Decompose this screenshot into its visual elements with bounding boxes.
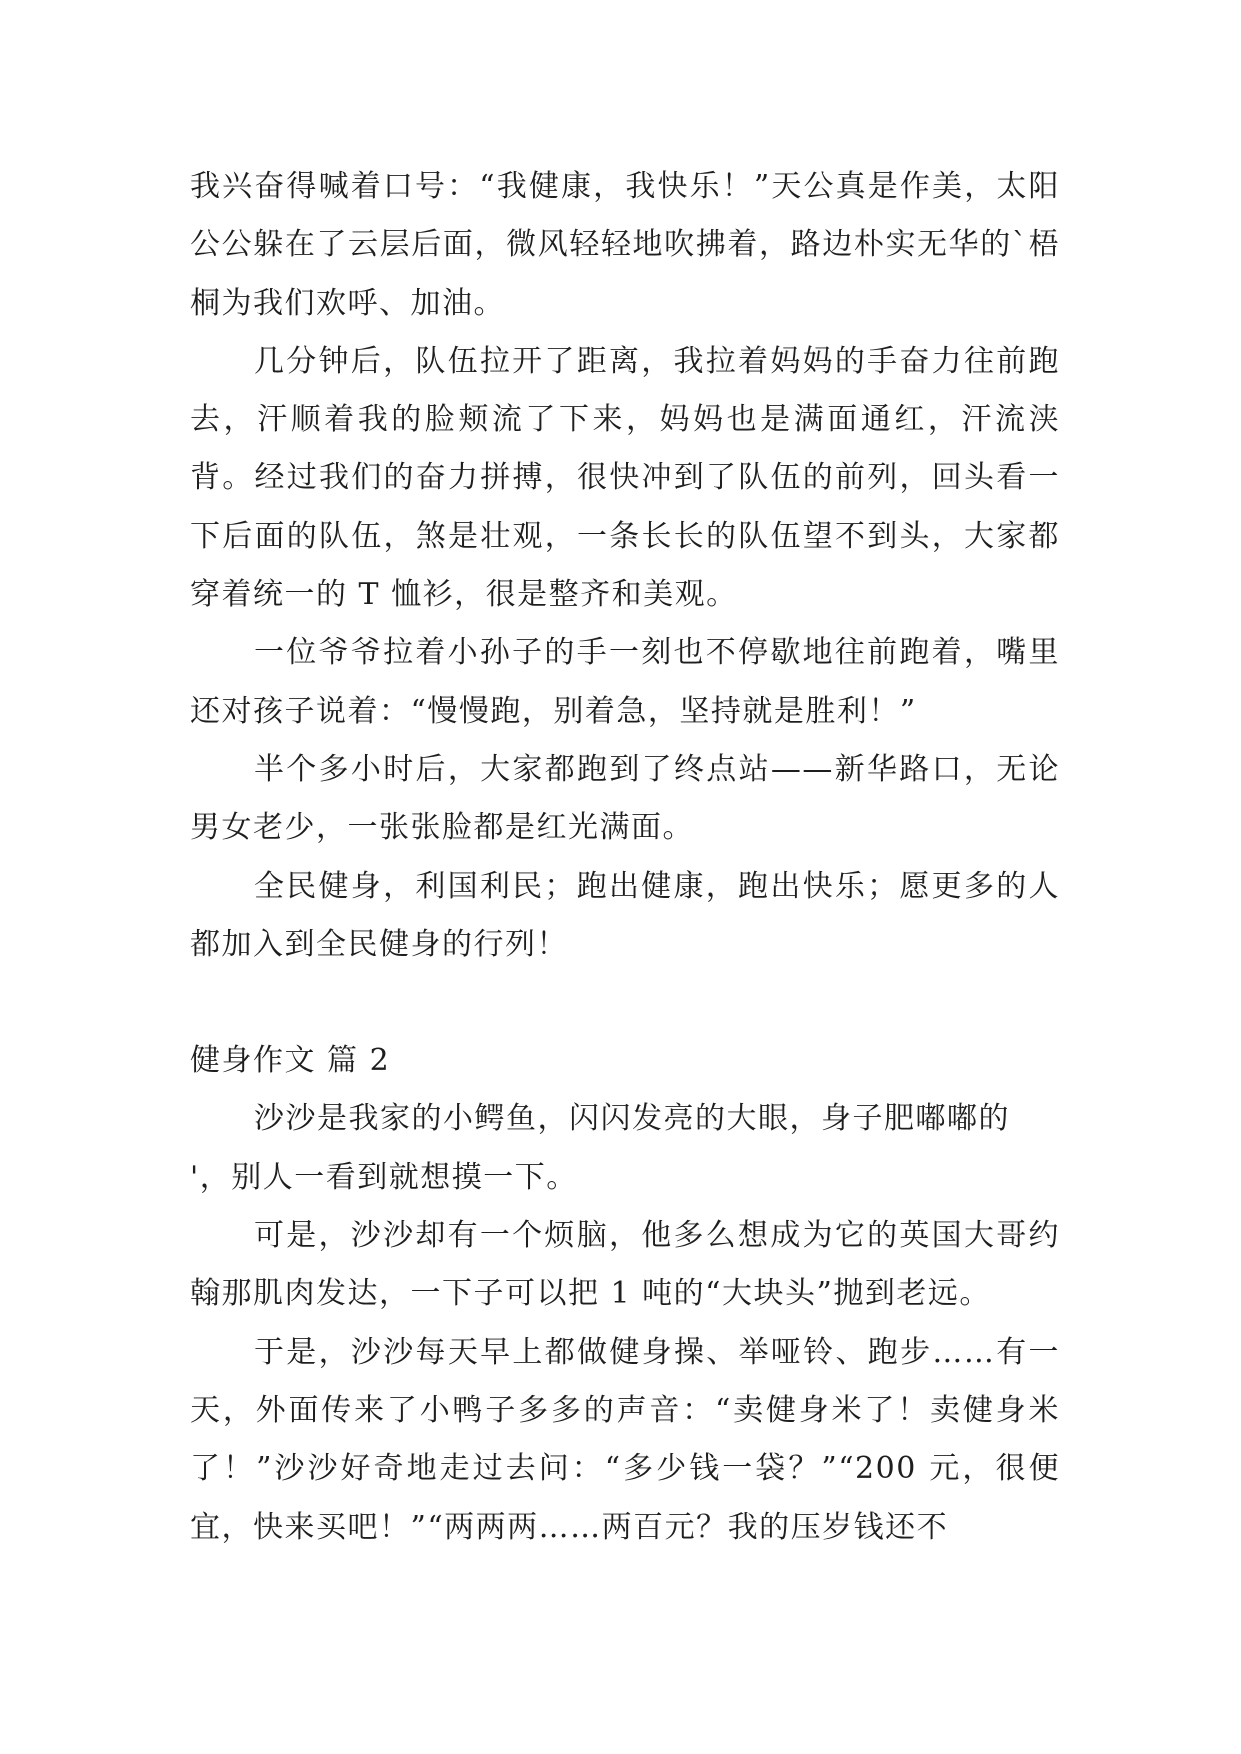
paragraph-6-continued: '，别人一看到就想摸一下。 [190, 1159, 578, 1195]
section-title: 健身作文 篇 2 [190, 1043, 391, 1079]
paragraph-4: 半个多小时后，大家都跑到了终点站——新华路口，无论男女老少，一张张脸都是红光满面。 [190, 751, 1060, 846]
paragraph-3: 一位爷爷拉着小孙子的手一刻也不停歇地往前跑着，嘴里还对孩子说着：“慢慢跑，别着急，坚持就是胜利！” [190, 635, 1060, 729]
paragraph-1: 我兴奋得喊着口号：“我健康，我快乐！”天公真是作美，太阳公公躲在了云层后面，微风轻轻地吹拂着，路边朴实无华的`梧桐为我们欢呼、加油。 [190, 169, 1060, 321]
paragraph-5: 全民健身，利国利民；跑出健康，跑出快乐；愿更多的人都加入到全民健身的行列！ [190, 868, 1060, 962]
paragraph-7: 可是，沙沙却有一个烦脑，他多么想成为它的英国大哥约翰那肌肉发达，一下子可以把 1 吨的“大块头”抛到老远。 [190, 1218, 1060, 1312]
document-body [190, 158, 1060, 1557]
paragraph-2: 几分钟后，队伍拉开了距离，我拉着妈妈的手奋力往前跑去，汗顺着我的脸颊流了下来，妈妈也是满面通红，汗流浃背。经过我们的奋力拼搏，很快冲到了队伍的前列，回头看一下后面的队伍，煞是壮观，一条长长的队伍望不到头，大家都穿着统一的 T 恤衫，很是整齐和美观。 [190, 343, 1060, 613]
paragraph-8: 于是，沙沙每天早上都做健身操、举哑铃、跑步……有一天，外面传来了小鸭子多多的声音：“卖健身米了！卖健身米了！”沙沙好奇地走过去问：“多少钱一袋？”“200 元，很便宜，快来买吧！”“两两两……两百元？我的压岁钱还不 [190, 1334, 1060, 1545]
paragraph-6: 沙沙是我家的小鳄鱼，闪闪发亮的大眼，身子肥嘟嘟的 [254, 1101, 1010, 1137]
